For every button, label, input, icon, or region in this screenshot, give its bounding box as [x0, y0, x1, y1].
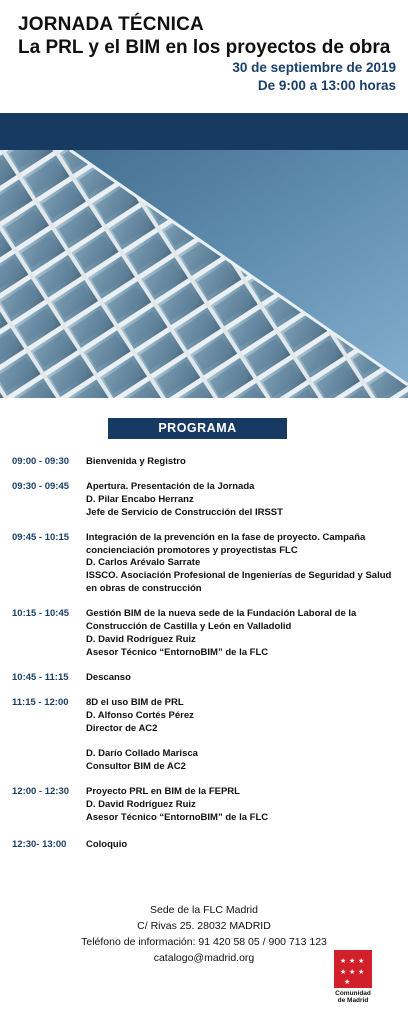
agenda-line: Jefe de Servicio de Construcción del IRSST	[86, 506, 283, 518]
agenda-description	[86, 672, 398, 685]
event-date: 30 de septiembre de 2019	[232, 60, 396, 75]
agenda-time: 10:45 - 11:15	[12, 671, 69, 683]
agenda-line: Bienvenida y Registro	[86, 456, 186, 467]
logo-text-line1: Comunidad	[335, 990, 371, 997]
agenda-time: 09:45 - 10:15	[12, 531, 70, 543]
venue-address: C/ Rivas 25. 28032 MADRID	[137, 920, 271, 932]
logo-text	[330, 990, 376, 1004]
agenda-item	[12, 608, 398, 660]
logo-text-line2: de Madrid	[337, 997, 369, 1004]
agenda-description	[86, 481, 398, 520]
agenda-line: Descanso	[86, 671, 131, 683]
agenda-description	[86, 532, 398, 597]
event-type-title: JORNADA TÉCNICA	[18, 14, 204, 35]
agenda-description	[86, 786, 398, 825]
agenda-line: Gestión BIM de la nueva sede de la Fundación Laboral de la Construcción de Castilla y León en Valladolid	[86, 608, 357, 633]
navy-band	[0, 113, 408, 150]
event-title: La PRL y el BIM en los proyectos de obra	[18, 37, 391, 58]
agenda-item	[12, 786, 398, 825]
agenda-description	[86, 839, 398, 852]
event-time: De 9:00 a 13:00 horas	[257, 78, 396, 93]
agenda-item	[12, 532, 398, 597]
agenda-line: D. Alfonso Cortés Pérez	[86, 709, 194, 721]
agenda-time: 10:15 - 10:45	[12, 608, 70, 620]
agenda-description	[86, 697, 398, 774]
contact-email[interactable]: catalogo@madrid.org	[153, 952, 255, 964]
agenda-line: D. David Rodríguez Ruiz	[86, 633, 196, 645]
agenda-item	[12, 697, 398, 774]
agenda-line: Coloquio	[86, 838, 128, 850]
agenda-description	[86, 608, 398, 660]
header	[0, 0, 408, 112]
madrid-flag-icon: ★ ★ ★ ★ ★ ★ ★	[334, 950, 372, 988]
info-phone: Teléfono de información: 91 420 58 05 / 900 713 123	[81, 936, 327, 948]
agenda-line: Proyecto PRL en BIM de la FEPRL	[86, 786, 240, 798]
agenda-item	[12, 481, 398, 520]
agenda-description	[86, 456, 398, 469]
agenda-time: 09:30 - 09:45	[12, 480, 70, 492]
agenda-line: Integración de la prevención en la fase de proyecto. Campaña concienciación promotores y proyectistas FLC	[86, 531, 366, 556]
building-facade-image	[0, 150, 408, 398]
agenda-list	[12, 456, 398, 864]
venue-name: Sede de la FLC Madrid	[150, 904, 258, 916]
agenda-line: Director de AC2	[86, 722, 158, 734]
agenda-line: D. Carlos Arévalo Sarrate	[86, 557, 201, 569]
agenda-item	[12, 839, 398, 852]
agenda-time: 12:00 - 12:30	[12, 786, 70, 798]
agenda-line: Consultor BIM de AC2	[86, 761, 186, 773]
agenda-line: Asesor Técnico “EntornoBIM” de la FLC	[86, 811, 269, 823]
agenda-item	[12, 456, 398, 469]
agenda-line: D. Pilar Encabo Herranz	[86, 493, 194, 505]
agenda-time: 09:00 - 09:30	[12, 456, 70, 467]
agenda-line	[86, 735, 398, 748]
agenda-time: 12:30- 13:00	[12, 838, 67, 850]
programa-heading: PROGRAMA	[108, 418, 287, 439]
agenda-line: 8D el uso BIM de PRL	[86, 696, 184, 708]
agenda-line: D. David Rodríguez Ruiz	[86, 799, 196, 811]
agenda-time: 11:15 - 12:00	[12, 696, 69, 708]
agenda-line: D. Darío Collado Marisca	[86, 748, 198, 760]
agenda-line: Asesor Técnico “EntornoBIM” de la FLC	[86, 646, 269, 658]
agenda-line: Apertura. Presentación de la Jornada	[86, 480, 255, 492]
comunidad-de-madrid-logo	[330, 950, 376, 1010]
agenda-line: ISSCO. Asociación Profesional de Ingenierías de Seguridad y Salud en obras de construcción	[86, 570, 392, 595]
agenda-item	[12, 672, 398, 685]
